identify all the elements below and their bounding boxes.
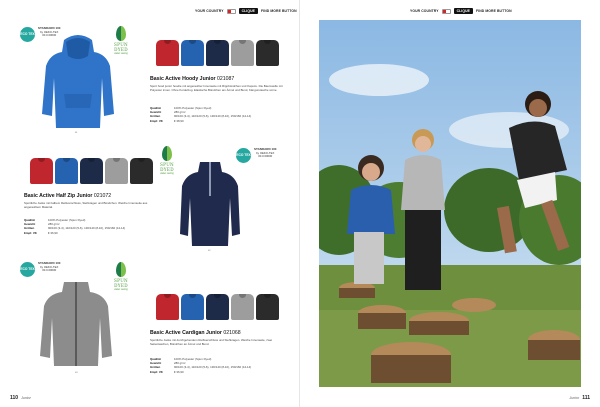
swatch-royal[interactable] (55, 158, 78, 184)
image-caption: 03 (75, 372, 78, 374)
halfzip-junior-image (180, 158, 240, 248)
topbar-right (410, 8, 512, 14)
photo-illustration (319, 20, 581, 387)
page-number-left: 110 Junior (10, 395, 31, 401)
hoody-specs: Qualität 100% Polyester (Spun Dyed) Gewicht 280 g/m² Größen 90/100 (3-4), 110/120 (5-6), 130/140 (8-10), 150/160 (12-14) Empf. VK € 38,90 (150, 106, 252, 123)
flag-icon (442, 9, 451, 14)
standard-100-badge: STANDARD 100 by OEKO-TEX 00.0.00000 (254, 147, 277, 159)
topbar-left (195, 8, 297, 14)
eco-badge: ECO TEX (20, 262, 35, 277)
spun-dyed-logo: SPUN DYED water saving (110, 26, 132, 55)
spun-dyed-logo: SPUN DYED water saving (156, 146, 178, 175)
swatch-navy[interactable] (206, 40, 229, 66)
cardigan-title: Basic Active Cardigan Junior 021068 (150, 330, 241, 336)
cardigan-color-swatches (156, 294, 279, 320)
swatch-black[interactable] (256, 40, 279, 66)
halfzip-specs: Qualität 100% Polyester (Spun Dyed) Gewicht 280 g/m² Größen 90/100 (3-4), 110/120 (5-6), 130/140 (8-10), 150/160 (12-14) Empf. VK € 36,90 (24, 218, 126, 235)
find-more-button[interactable]: FIND MORE BUTTON (261, 9, 297, 13)
halfzip-description: Sportliche Jacke mit halbem Reißverschluss, Stehkragen und Bündchen. Weiche Innenseite aus angerauhtem Material. (24, 201, 148, 209)
find-more-button[interactable]: FIND MORE BUTTON (476, 9, 512, 13)
leaf-icon (116, 26, 126, 41)
swatch-royal[interactable] (181, 40, 204, 66)
swatch-red[interactable] (156, 294, 179, 320)
leaf-icon (116, 262, 126, 277)
cloud-button[interactable]: CLIQUE (454, 8, 473, 14)
standard-100-badge: STANDARD 100 by OEKO-TEX 00.0.00000 (38, 26, 61, 38)
hoody-description: Sport hood junior hoodie mit angerauhter Innenseite mit Rippbündchen und Kapuze. Die Baumwolle mit Polyester innen. Ohne Kordelzug. Elastische Bündchen am Ärmel und Bund, Kängurutasche vorne. (150, 84, 283, 92)
swatch-grey[interactable] (231, 40, 254, 66)
spun-dyed-logo: SPUN DYED water saving (110, 262, 132, 291)
halfzip-color-swatches (30, 158, 153, 184)
country-label: YOUR COUNTRY (195, 9, 224, 13)
country-label: YOUR COUNTRY (410, 9, 439, 13)
leaf-icon (162, 146, 172, 161)
flag-icon (227, 9, 236, 14)
kids-playground-photo (319, 20, 581, 387)
eco-badge: ECO TEX (20, 27, 35, 42)
page-number-right: Junior 111 (569, 395, 590, 401)
cloud-button[interactable]: CLIQUE (239, 8, 258, 14)
swatch-red[interactable] (156, 40, 179, 66)
standard-100-badge: STANDARD 100 by OEKO-TEX 00.0.00000 (38, 261, 61, 273)
cardigan-junior-image (40, 278, 112, 368)
swatch-navy[interactable] (80, 158, 103, 184)
swatch-red[interactable] (30, 158, 53, 184)
swatch-grey[interactable] (231, 294, 254, 320)
swatch-grey[interactable] (105, 158, 128, 184)
image-caption: 01 (75, 132, 78, 134)
hoody-junior-image (42, 32, 114, 130)
swatch-black[interactable] (130, 158, 153, 184)
hoody-title: Basic Active Hoody Junior 021087 (150, 76, 235, 82)
cardigan-specs: Qualität 100% Polyester (Spun Dyed) Gewicht 280 g/m² Größen 90/100 (3-4), 110/120 (5-6), 130/140 (8-10), 150/160 (12-14) Empf. VK € 36,90 (150, 357, 252, 374)
eco-badge: ECO TEX (236, 148, 251, 163)
swatch-black[interactable] (256, 294, 279, 320)
image-caption: 02 (208, 250, 211, 252)
cardigan-description: Sportliche Jacke mit durchgehendem Reißverschluss und Stehkragen. Weiche Innenseite, zwei Seitentaschen, Bündchen an Ärmel und Bund. (150, 338, 273, 346)
hoody-color-swatches (156, 40, 279, 66)
halfzip-title: Basic Active Half Zip Junior 021072 (24, 193, 112, 199)
swatch-navy[interactable] (206, 294, 229, 320)
swatch-royal[interactable] (181, 294, 204, 320)
